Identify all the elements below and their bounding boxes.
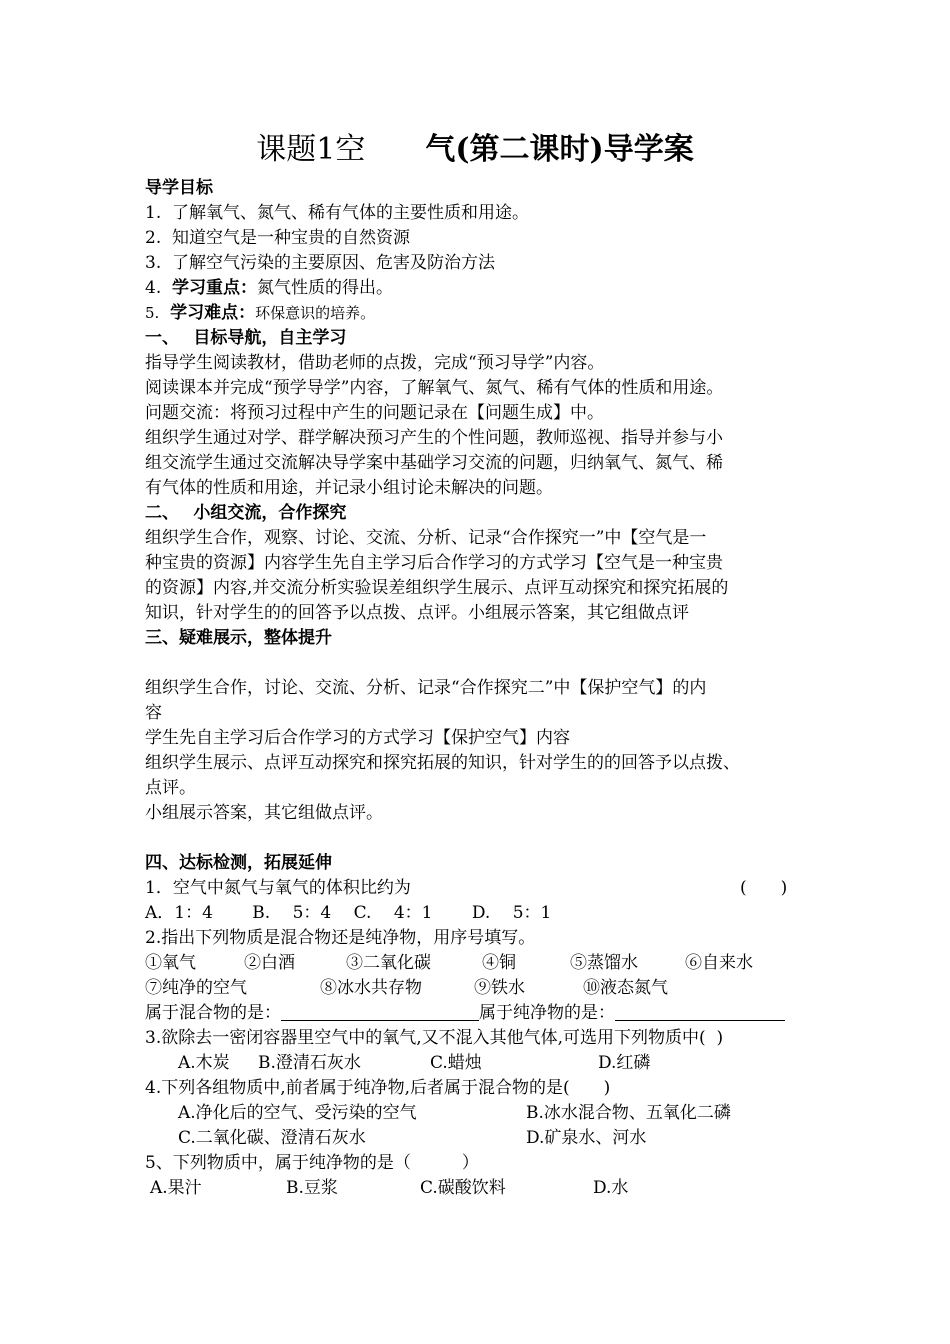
section2-line: 知识，针对学生的的回答予以点拨、点评。小组展示答案，其它组做点评 bbox=[145, 603, 689, 623]
q3-option: A.木炭 bbox=[178, 1053, 230, 1073]
q2-pure-blank[interactable] bbox=[615, 1002, 785, 1021]
section3-line: 组织学生合作，讨论、交流、分析、记录“合作探究二”中【保护空气】的内 bbox=[145, 678, 707, 698]
q2-item: ⑨铁水 bbox=[474, 978, 525, 998]
q2-mixture-blank[interactable] bbox=[281, 1002, 479, 1021]
section3-line: 容 bbox=[145, 703, 162, 723]
section1-heading: 一、 目标导航，自主学习 bbox=[145, 328, 347, 348]
title-bold: 气(第二课时)导学案 bbox=[425, 132, 694, 167]
question-3-text: 3.欲除去一密闭容器里空气中的氧气,又不混入其他气体,可选用下列物质中( ) bbox=[145, 1028, 724, 1048]
section1-line: 阅读课本并完成“预学导学”内容，了解氧气、氮气、稀有气体的性质和用途。 bbox=[145, 378, 724, 398]
q5-option: A.果汁 bbox=[150, 1178, 202, 1198]
q4-option: A.净化后的空气、受污染的空气 bbox=[178, 1103, 417, 1123]
q2-item: ⑥自来水 bbox=[685, 953, 753, 973]
section2-line: 的资源】内容,并交流分析实验误差组织学生展示、点评互动探究和探究拓展的 bbox=[145, 578, 729, 598]
q3-option: D.红磷 bbox=[598, 1053, 651, 1073]
question-1-options: A．1：4 B. 5：4 C. 4：1 D. 5：1 bbox=[145, 903, 552, 923]
q3-option: B.澄清石灰水 bbox=[258, 1053, 361, 1073]
section3-heading: 三、疑难展示，整体提升 bbox=[145, 628, 332, 648]
q2-mixture-label: 属于混合物的是： bbox=[145, 1003, 281, 1023]
section1-line: 问题交流：将预习过程中产生的问题记录在【问题生成】中。 bbox=[145, 403, 604, 423]
section3-line: 学生先自主学习后合作学习的方式学习【保护空气】内容 bbox=[145, 728, 570, 748]
q4-option: D.矿泉水、河水 bbox=[526, 1128, 647, 1148]
section3-line: 组织学生展示、点评互动探究和探究拓展的知识，针对学生的的回答予以点拨、 bbox=[145, 753, 740, 773]
q2-item: ⑧冰水共存物 bbox=[320, 978, 422, 998]
section4-heading: 四、达标检测，拓展延伸 bbox=[145, 853, 332, 873]
q2-pure-label: 属于纯净物的是： bbox=[479, 1003, 615, 1023]
q2-item: ①氧气 bbox=[145, 953, 196, 973]
q2-classification-row bbox=[145, 1001, 785, 1025]
q2-item: ⑤蒸馏水 bbox=[570, 953, 638, 973]
objective-key-point: 4. 学习重点：氮气性质的得出。 bbox=[145, 278, 394, 298]
q2-item: ⑩液态氮气 bbox=[583, 978, 668, 998]
objective-item-2: 2. 知道空气是一种宝贵的自然资源 bbox=[145, 228, 411, 248]
section3-line: 点评。 bbox=[145, 778, 196, 798]
title-main: 课题1空 bbox=[256, 132, 426, 167]
objective-item-1: 1. 了解氧气、氮气、稀有气体的主要性质和用途。 bbox=[145, 203, 530, 223]
question-2-text: 2.指出下列物质是混合物还是纯净物，用序号填写。 bbox=[145, 928, 536, 948]
question-5-text: 5、下列物质中，属于纯净物的是（ ） bbox=[145, 1153, 479, 1173]
section2-heading: 二、 小组交流，合作探究 bbox=[145, 503, 347, 523]
q2-item: ⑦纯净的空气 bbox=[145, 978, 247, 998]
q5-option: C.碳酸饮料 bbox=[420, 1178, 506, 1198]
section1-line: 组织学生通过对学、群学解决预习产生的个性问题，教师巡视、指导并参与小 bbox=[145, 428, 723, 448]
objective-difficulty: 5. 学习难点：环保意识的培养。 bbox=[145, 303, 376, 323]
q2-item: ②白酒 bbox=[244, 953, 295, 973]
q4-option: C.二氧化碳、澄清石灰水 bbox=[178, 1128, 366, 1148]
q3-option: C.蜡烛 bbox=[430, 1053, 482, 1073]
question-4-text: 4.下列各组物质中,前者属于纯净物,后者属于混合物的是( ) bbox=[145, 1078, 611, 1098]
objective-item-3: 3. 了解空气污染的主要原因、危害及防治方法 bbox=[145, 253, 496, 273]
section1-line: 有气体的性质和用途，并记录小组讨论未解决的问题。 bbox=[145, 478, 553, 498]
q5-option: B.豆浆 bbox=[286, 1178, 338, 1198]
section1-line: 指导学生阅读教材，借助老师的点拨，完成“预习导学”内容。 bbox=[145, 353, 605, 373]
q5-option: D.水 bbox=[593, 1178, 629, 1198]
q2-item: ③二氧化碳 bbox=[346, 953, 431, 973]
section2-line: 种宝贵的资源】内容学生先自主学习后合作学习的方式学习【空气是一种宝贵 bbox=[145, 553, 723, 573]
q4-option: B.冰水混合物、五氧化二磷 bbox=[526, 1103, 731, 1123]
question-1-answer-paren: ( ) bbox=[740, 878, 788, 898]
section2-line: 组织学生合作，观察、讨论、交流、分析、记录“合作探究一”中【空气是一 bbox=[145, 528, 707, 548]
page-title bbox=[0, 128, 950, 172]
objectives-heading: 导学目标 bbox=[145, 178, 213, 198]
section3-line: 小组展示答案，其它组做点评。 bbox=[145, 803, 383, 823]
section1-line: 组交流学生通过交流解决导学案中基础学习交流的问题，归纳氧气、氮气、稀 bbox=[145, 453, 723, 473]
question-1-text: 1．空气中氮气与氧气的体积比约为 bbox=[145, 878, 411, 898]
q2-item: ④铜 bbox=[482, 953, 516, 973]
